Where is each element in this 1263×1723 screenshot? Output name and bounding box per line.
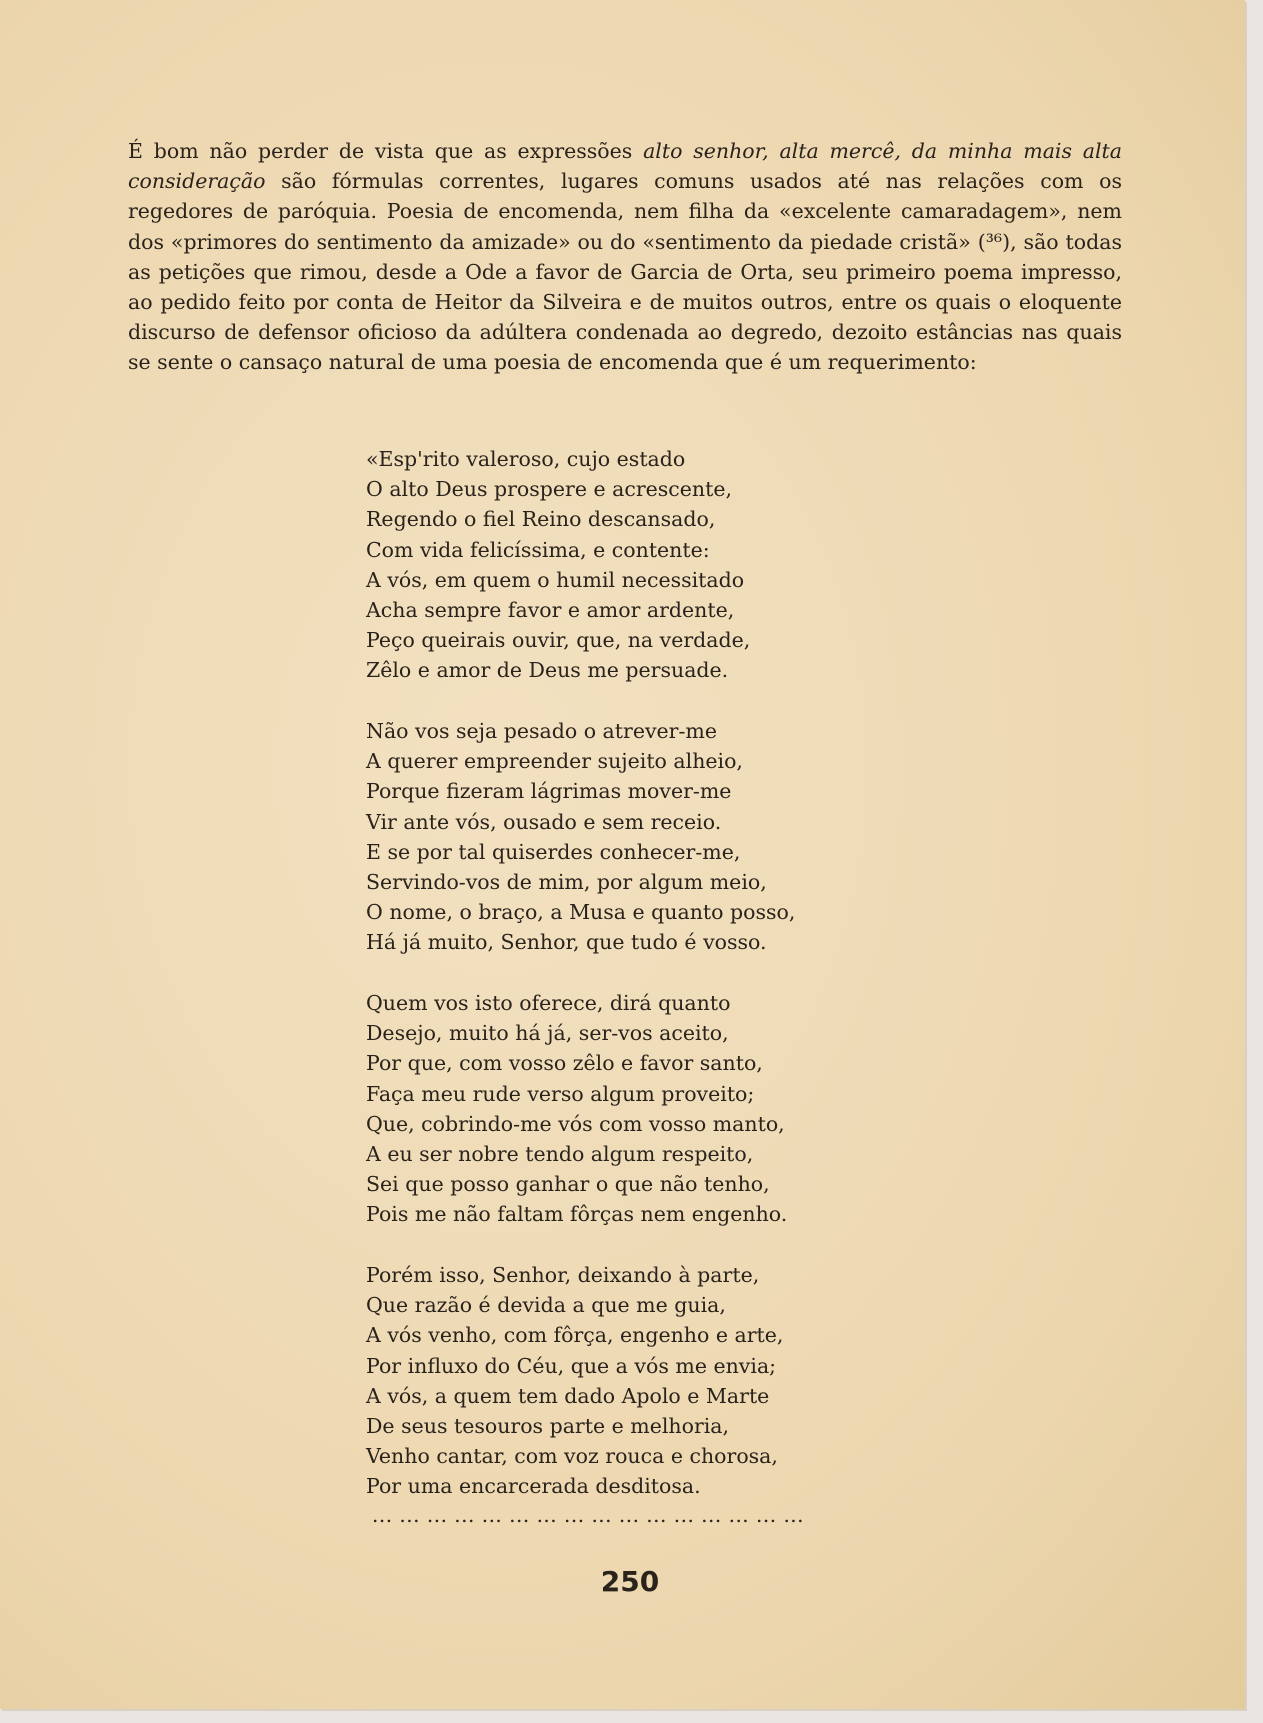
poem-stanza-4 <box>366 1260 926 1502</box>
paragraph-text-rest: são fórmulas correntes, lugares comuns usados até nas relações com os regedores de paróquia. Poesia de encomenda, nem filha da «excelente camaradagem», nem dos «primores do sentimento da amizade» ou do «sentimento da piedade cristã» (³⁶), são todas as petições que rimou, desde a Ode a favor de Garcia de Orta, seu primeiro poema impresso, ao pedido feito por conta de Heitor da Silveira e de muitos outros, entre os quais o eloquente discurso de defensor oficioso da adúltera condenada ao degredo, dezoito estâncias nas quais se sente o cansaço natural de uma poesia de encomenda que é um requerimento: <box>128 169 1122 375</box>
verse-line: Que, cobrindo-me vós com vosso manto, <box>366 1111 785 1136</box>
verse-line: Com vida felicíssima, e contente: <box>366 537 710 562</box>
verse-line: Acha sempre favor e amor ardente, <box>366 598 735 623</box>
verse-line: Há já muito, Senhor, que tudo é vosso. <box>366 930 767 955</box>
paragraph-italic-phrase: alto senhor, alta mercê, da minha mais alta consideração <box>128 139 1123 194</box>
verse-line: Zêlo e amor de Deus me persuade. <box>366 658 729 683</box>
omission-dots: ... ... ... ... ... ... ... ... ... ... ... ... ... ... ... ... <box>372 1503 805 1527</box>
verse-line: Porque fizeram lágrimas mover-me <box>366 779 732 804</box>
verse-line: O nome, o braço, a Musa e quanto posso, <box>366 900 796 925</box>
paragraph-text-start: É bom não perder de vista que as expressões <box>128 139 644 163</box>
poem-stanza-2 <box>366 716 926 958</box>
verse-line: A vós, a quem tem dado Apolo e Marte <box>366 1383 770 1408</box>
verse-line: E se por tal quiserdes conhecer-me, <box>366 839 741 864</box>
verse-line: «Esp'rito valeroso, cujo estado <box>366 447 686 471</box>
verse-line: Servindo-vos de mim, por algum meio, <box>366 870 767 895</box>
page-number: 250 <box>600 1565 660 1598</box>
verse-line: Que razão é devida a que me guia, <box>366 1293 726 1318</box>
verse-line: Sei que posso ganhar o que não tenho, <box>366 1172 770 1197</box>
intro-paragraph <box>128 136 1122 378</box>
verse-line: Por que, com vosso zêlo e favor santo, <box>366 1051 763 1076</box>
poem-stanza-1 <box>366 444 926 686</box>
verse-line: Quem vos isto oferece, dirá quanto <box>366 991 731 1015</box>
verse-line: Não vos seja pesado o atrever-me <box>366 719 717 743</box>
verse-line: Desejo, muito há já, ser-vos aceito, <box>366 1021 729 1046</box>
verse-line: A querer empreender sujeito alheio, <box>366 749 743 774</box>
poem-stanza-3 <box>366 988 926 1230</box>
verse-line: De seus tesouros parte e melhoria, <box>366 1414 730 1439</box>
verse-line: A vós, em quem o humil necessitado <box>366 567 745 592</box>
verse-line: Pois me não faltam fôrças nem engenho. <box>366 1202 788 1227</box>
verse-line: A eu ser nobre tendo algum respeito, <box>366 1142 754 1167</box>
verse-line: Por uma encarcerada desditosa. <box>366 1474 701 1499</box>
verse-line: Venho cantar, com voz rouca e chorosa, <box>366 1444 778 1469</box>
verse-line: A vós venho, com fôrça, engenho e arte, <box>366 1323 784 1348</box>
verse-line: Por influxo do Céu, que a vós me envia; <box>366 1353 777 1378</box>
verse-line: Peço queirais ouvir, que, na verdade, <box>366 628 751 653</box>
verse-line: O alto Deus prospere e acrescente, <box>366 477 732 502</box>
verse-line: Porém isso, Senhor, deixando à parte, <box>366 1263 760 1287</box>
verse-line: Regendo o fiel Reino descansado, <box>366 507 716 532</box>
verse-line: Vir ante vós, ousado e sem receio. <box>366 809 722 834</box>
verse-line: Faça meu rude verso algum proveito; <box>366 1081 755 1106</box>
